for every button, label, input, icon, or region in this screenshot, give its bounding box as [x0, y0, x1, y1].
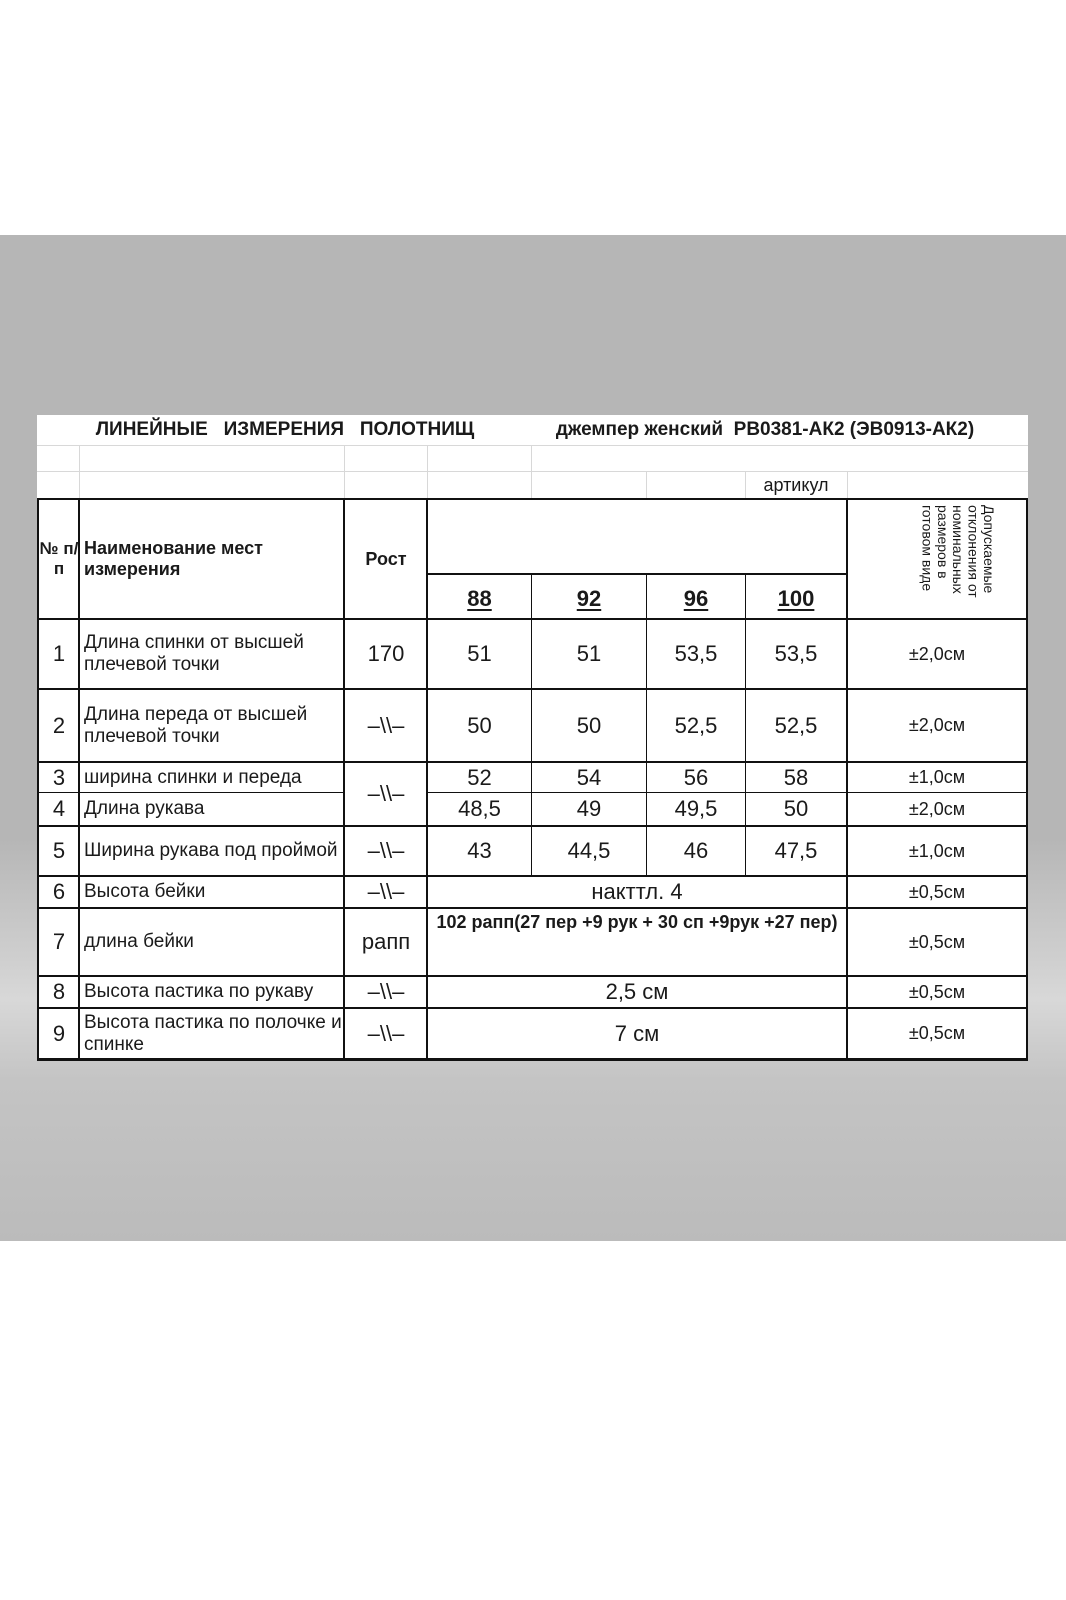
value-88: 48,5: [458, 796, 501, 822]
value-100: 50: [783, 796, 809, 822]
header-height: Рост: [365, 548, 407, 569]
value-92: 50: [576, 712, 602, 738]
value-88: 43: [467, 838, 492, 864]
row-number: 9: [52, 1020, 66, 1046]
merged-value: 102 рапп(27 пер +9 рук + 30 сп +9рук +27 пер): [436, 912, 838, 932]
gridline: [646, 471, 647, 499]
table-border: [1026, 499, 1028, 1060]
sheet-title: ЛИНЕЙНЫЕ ИЗМЕРЕНИЯ ПОЛОТНИЩ: [95, 419, 475, 441]
value-96: 49,5: [674, 796, 718, 822]
height-value: –\\–: [367, 879, 405, 905]
gridline: [531, 445, 532, 499]
value-88: 50: [467, 712, 492, 738]
tolerance-value: ±2,0см: [908, 798, 966, 819]
gridline: [79, 445, 80, 499]
value-100: 47,5: [774, 838, 818, 864]
value-88: 51: [467, 641, 492, 667]
row-number: 1: [52, 641, 66, 667]
tolerance-value: ±1,0см: [908, 767, 966, 788]
value-88: 52: [467, 764, 492, 790]
table-border: [427, 573, 847, 575]
table-border: [37, 1058, 1028, 1061]
value-92: 49: [576, 796, 602, 822]
height-value: –\\–: [367, 979, 405, 1005]
header-number: № п/п: [39, 539, 79, 578]
value-100: 58: [783, 764, 809, 790]
value-100: 53,5: [774, 641, 818, 667]
measurement-name: Длина спинки от высшей плечевой точки: [84, 632, 304, 675]
size-92: 92: [576, 586, 602, 612]
value-96: 56: [683, 764, 709, 790]
height-value: –\\–: [367, 781, 405, 807]
measurement-name: Высота бейки: [84, 881, 206, 903]
value-100: 52,5: [774, 712, 818, 738]
measurement-name: Длина рукава: [84, 798, 205, 820]
value-92: 51: [576, 641, 602, 667]
gridline: [847, 471, 848, 499]
height-value: –\\–: [367, 1020, 405, 1046]
product-name: джемпер женский РВ0381-АК2 (ЭВ0913-АК2): [555, 419, 975, 441]
value-96: 46: [683, 838, 709, 864]
tolerance-value: ±0,5см: [908, 931, 966, 952]
measurement-name: Высота пастика по рукаву: [84, 981, 314, 1003]
value-92: 44,5: [567, 838, 611, 864]
row-number: 5: [52, 838, 66, 864]
row-number: 4: [52, 796, 66, 822]
measurement-name: ширина спинки и переда: [84, 766, 302, 788]
height-value: рапп: [361, 929, 411, 955]
measurement-name: Ширина рукава под проймой: [84, 840, 338, 862]
value-96: 53,5: [674, 641, 718, 667]
row-number: 6: [52, 879, 66, 905]
size-96: 96: [683, 586, 709, 612]
row-number: 8: [52, 979, 66, 1005]
size-100: 100: [777, 586, 815, 612]
tolerance-value: ±0,5см: [908, 881, 966, 902]
tolerance-value: ±1,0см: [908, 840, 966, 861]
size-88: 88: [467, 586, 492, 612]
gridline: [37, 471, 1028, 472]
value-92: 54: [576, 764, 602, 790]
row-number: 7: [52, 929, 66, 955]
header-tolerance: Допускаемые отклонения от номинальных размеров в готовом виде: [919, 505, 997, 598]
merged-value: накттл. 4: [591, 879, 683, 905]
row-number: 2: [52, 712, 66, 738]
article-label: артикул: [763, 475, 829, 496]
tolerance-value: ±0,5см: [908, 1023, 966, 1044]
tolerance-value: ±0,5см: [908, 981, 966, 1002]
value-96: 52,5: [674, 712, 718, 738]
tolerance-value: ±2,0см: [908, 643, 966, 664]
merged-value: 2,5 см: [605, 979, 669, 1005]
gridline: [37, 445, 1028, 446]
height-value: 170: [367, 641, 405, 667]
gridline: [427, 445, 428, 499]
row-number: 3: [52, 764, 66, 790]
tolerance-value: ±2,0см: [908, 715, 966, 736]
measurement-name: Длина переда от высшей плечевой точки: [84, 703, 308, 747]
merged-value: 7 см: [614, 1020, 660, 1046]
height-value: –\\–: [367, 712, 405, 738]
measurement-name: длина бейки: [84, 931, 194, 953]
measurement-name: Высота пастика по полочке и спинке: [84, 1011, 342, 1055]
gridline: [344, 445, 345, 499]
header-name: Наименование мест измерения: [84, 538, 263, 579]
height-value: –\\–: [367, 838, 405, 864]
